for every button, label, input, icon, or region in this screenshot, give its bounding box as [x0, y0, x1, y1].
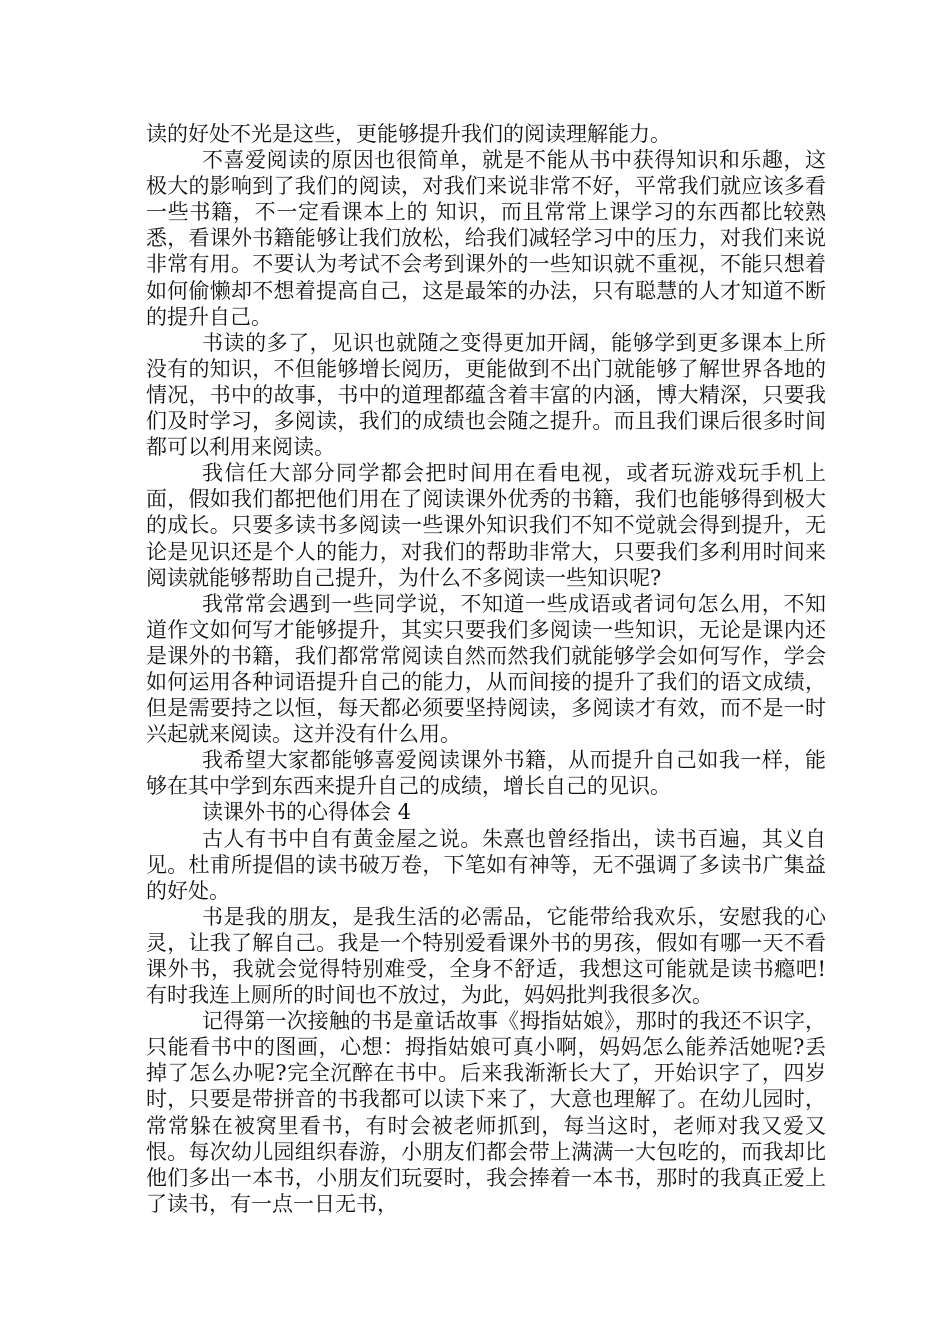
paragraph: 我希望大家都能够喜爱阅读课外书籍，从而提升自己如我一样，能够在其中学到东西来提升自己的成绩，增长自己的见识。	[146, 748, 826, 799]
section-heading: 读课外书的心得体会 4	[202, 800, 412, 825]
paragraph-continuation: 读的好处不光是这些，更能够提升我们的阅读理解能力。	[146, 122, 671, 146]
paragraph: 我常常会遇到一些同学说，不知道一些成语或者词句怎么用，不知道作文如何写才能够提升，其实只要我们多阅读一些知识，无论是课内还是课外的书籍，我们都常常阅读自然而然我们就能够学会如何写作，学会如何运用各种词语提升自己的能力，从而间接的提升了我们的语文成绩，但是需要持之以恒，每天都必须要坚持阅读，多阅读才有效，而不是一时兴起就来阅读。这并没有什么用。	[146, 591, 826, 747]
paragraph: 我信任大部分同学都会把时间用在看电视，或者玩游戏玩手机上面，假如我们都把他们用在了阅读课外优秀的书籍，我们也能够得到极大的成长。只要多读书多阅读一些课外知识我们不知不觉就会得到提升，无论是见识还是个人的能力，对我们的帮助非常大，只要我们多利用时间来阅读就能够帮助自己提升，为什么不多阅读一些知识呢?	[146, 461, 826, 590]
paragraph: 书是我的朋友，是我生活的必需品，它能带给我欢乐，安慰我的心灵，让我了解自己。我是一个特别爱看课外书的男孩，假如有哪一天不看课外书，我就会觉得特别难受，全身不舒适，我想这可能就是读书瘾吧!有时我连上厕所的时间也不放过，为此，妈妈批判我很多次。	[146, 904, 826, 1008]
paragraph: 不喜爱阅读的原因也很简单，就是不能从书中获得知识和乐趣，这极大的影响到了我们的阅读，对我们来说非常不好，平常我们就应该多看一些书籍，不一定看课本上的 知识，而且常常上课学习的东西都比较熟悉，看课外书籍能够让我们放松，给我们减轻学习中的压力，对我们来说非常有用。不要认为考试不会考到课外的一些知识就不重视，不能只想着如何偷懒却不想着提高自己，这是最笨的办法，只有聪慧的人才知道不断的提升自己。	[146, 148, 826, 329]
body-text	[146, 121, 826, 1217]
paragraph: 书读的多了，见识也就随之变得更加开阔，能够学到更多课本上所没有的知识，不但能够增长阅历，更能做到不出门就能够了解世界各地的情况，书中的故事，书中的道理都蕴含着丰富的内涵，博大精深，只要我们及时学习，多阅读，我们的成绩也会随之提升。而且我们课后很多时间都可以利用来阅读。	[146, 330, 826, 460]
paragraph: 古人有书中自有黄金屋之说。朱熹也曾经指出，读书百遍，其义自见。杜甫所提倡的读书破万卷，下笔如有神等，无不强调了多读书广集益的好处。	[146, 826, 826, 903]
paragraph: 记得第一次接触的书是童话故事《拇指姑娘》，那时的我还不识字，只能看书中的图画，心想：拇指姑娘可真小啊，妈妈怎么能养活她呢?丢掉了怎么办呢?完全沉醉在书中。后来我渐渐长大了，开始识字了，四岁时，只要是带拼音的书我都可以读下来了，大意也理解了。在幼儿园时，常常躲在被窝里看书，有时会被老师抓到，每当这时，老师对我又爱又恨。每次幼儿园组织春游，小朋友们都会带上满满一大包吃的，而我却比他们多出一本书，小朋友们玩耍时，我会捧着一本书，那时的我真正爱上了读书，有一点一日无书，	[146, 1009, 826, 1216]
